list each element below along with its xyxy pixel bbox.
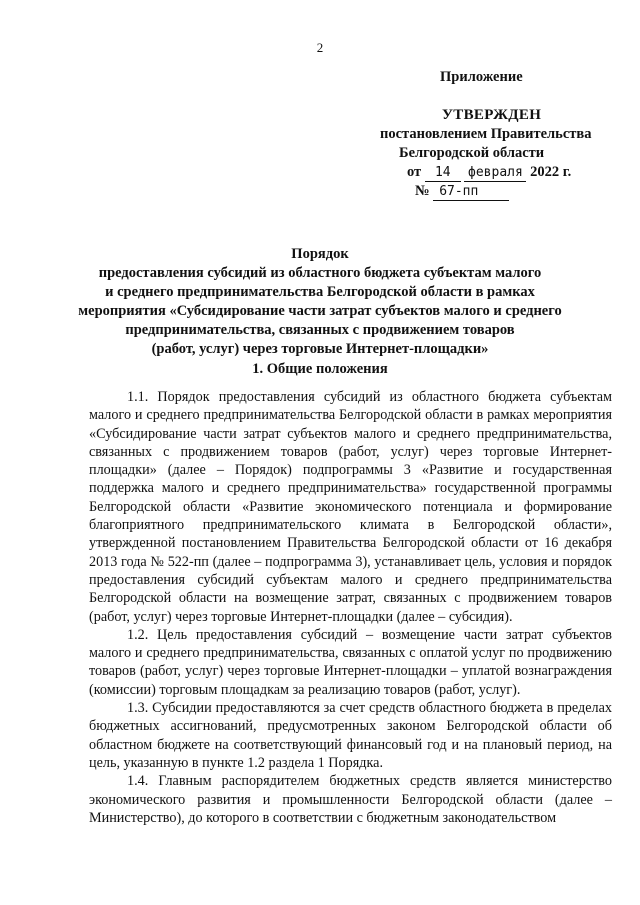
- body-text: [89, 388, 612, 827]
- title-line: Порядок: [291, 246, 349, 262]
- number-value: 67-пп: [433, 184, 509, 201]
- date-month: февраля: [464, 165, 526, 182]
- region-label: Белгородской области: [399, 145, 545, 161]
- approval-number: [415, 182, 610, 201]
- paragraph-1-1: 1.1. Порядок предоставления субсидий из областного бюджета субъектам малого и среднего предпринимательства Белгородской области в рамках мероприятия «Субсидирование части затрат субъектов малого и среднего предпринимательства, связанных с продвижением товаров (работ, услуг) через торговые Интернет-площадки» (далее – Порядок) подпрограммы 3 «Развитие и государственная поддержка малого и среднего предпринимательства» государственной программы Белгородской области «Развитие экономического потенциала и формирование благоприятного предпринимательского климата в Белгородской области», утвержденной постановлением Правительства Белгородской области от 16 декабря 2013 года № 522-пп (далее – подпрограмма 3), устанавливает цель, условия и порядок предоставления субсидий субъектам малого и среднего предпринимательства Белгородской области на возмещение затрат, связанных с продвижением товаров (работ, услуг) через торговые Интернет-площадки (далее – субсидия).: [89, 389, 612, 625]
- approval-block: [380, 68, 610, 201]
- decree-label: постановлением Правительства: [380, 126, 592, 142]
- approval-date: [407, 163, 610, 182]
- title-line: предоставления субсидий из областного бюджета субъектам малого: [98, 265, 542, 281]
- title-line: предпринимательства, связанных с продвижением товаров: [125, 322, 515, 338]
- date-day: 14: [425, 165, 461, 182]
- title-line: (работ, услуг) через торговые Интернет-площадки»: [151, 341, 489, 357]
- title-line: мероприятия «Субсидирование части затрат субъектов малого и среднего: [78, 303, 562, 319]
- appendix-label: Приложение: [440, 69, 523, 85]
- date-prefix: от: [407, 164, 422, 180]
- paragraph-1-2: 1.2. Цель предоставления субсидий – возмещение части затрат субъектов малого и среднего предпринимательства, связанных с оплатой услуг по продвижению товаров (работ, услуг) через торговые Интернет-площадки – уплатой вознаграждения (комиссии) торговым площадкам за реализацию товаров (работ, услуг).: [89, 626, 612, 698]
- document-title: [0, 245, 640, 359]
- section-heading: 1. Общие положения: [252, 361, 388, 377]
- approved-label: УТВЕРЖДЕН: [442, 107, 542, 123]
- page-number: 2: [316, 40, 324, 55]
- paragraph-1-4: 1.4. Главным распорядителем бюджетных средств является министерство экономического развития и промышленности Белгородской области (далее – Министерство), до которого в соответствии с бюджетным законодательством: [89, 773, 612, 826]
- title-line: и среднего предпринимательства Белгородской области в рамках: [105, 284, 535, 300]
- date-year: 2022 г.: [530, 164, 572, 180]
- paragraph-1-3: 1.3. Субсидии предоставляются за счет средств областного бюджета в пределах бюджетных ассигнований, предусмотренных законом Белгородской области об областном бюджете на соответствующий финансовый год и на плановый период, на цель, указанную в пункте 1.2 раздела 1 Порядка.: [89, 700, 612, 771]
- number-prefix: №: [415, 183, 430, 199]
